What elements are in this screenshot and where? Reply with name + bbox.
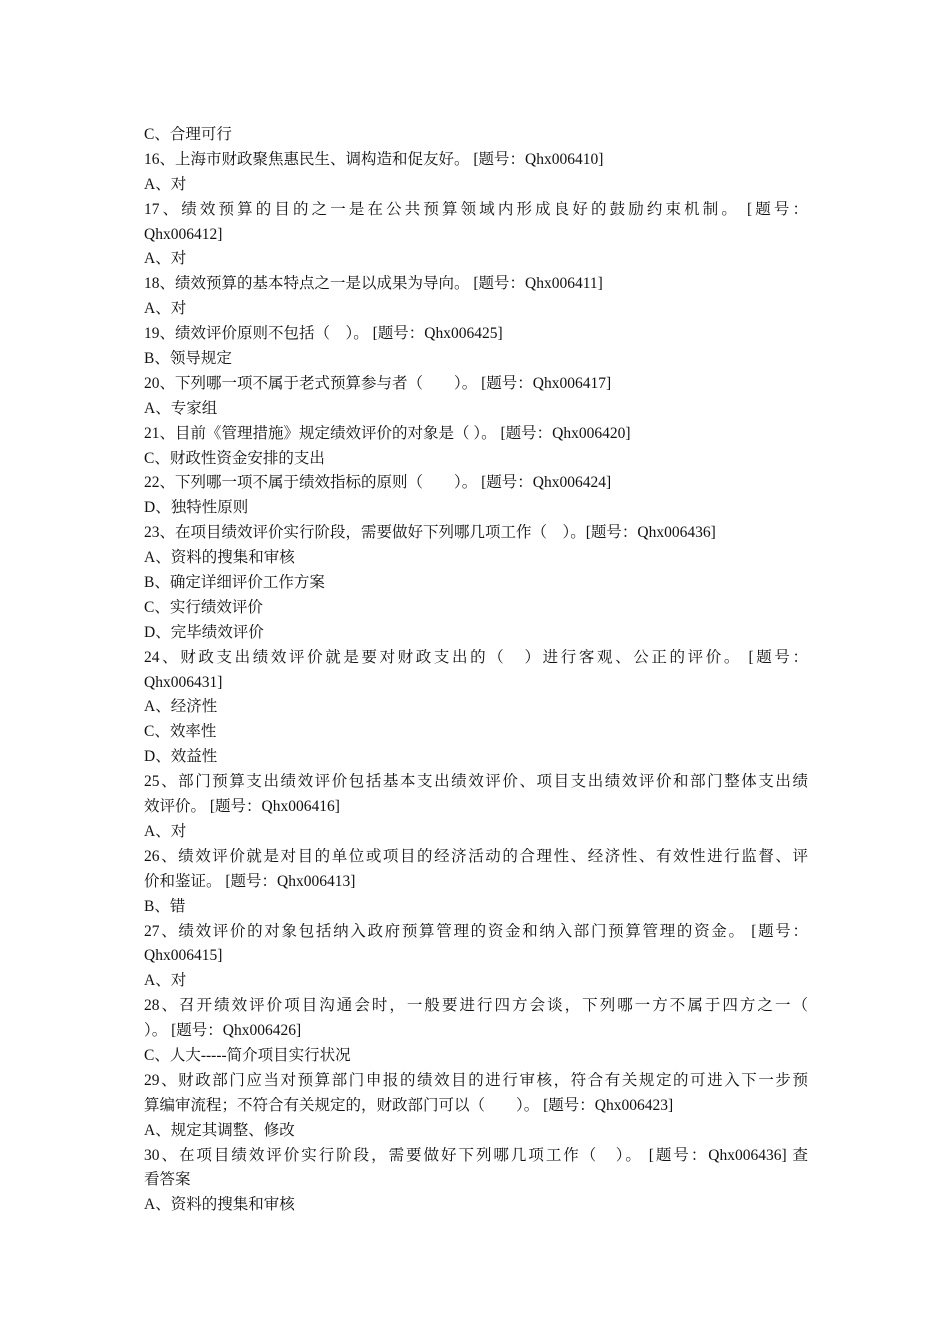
text-line: 算编审流程；不符合有关规定的，财政部门可以（ ）。 [题号：Qhx006423]: [144, 1096, 674, 1114]
text-line: B、领导规定: [144, 350, 232, 368]
question-list: [144, 123, 808, 1218]
text-line: 29、财政部门应当对预算部门申报的绩效目的进行审核，符合有关规定的可进入下一步预: [144, 1071, 808, 1089]
text-line: D、完毕绩效评价: [144, 623, 264, 641]
text-line: 23、在项目绩效评价实行阶段，需要做好下列哪几项工作（ ）。[题号：Qhx006436]: [144, 524, 716, 542]
text-line: 25、部门预算支出绩效评价包括基本支出绩效评价、项目支出绩效评价和部门整体支出绩: [144, 773, 808, 791]
text-line: A、对: [144, 822, 187, 840]
text-line: A、对: [144, 972, 187, 990]
text-line: ）。 [题号：Qhx006426]: [144, 1022, 302, 1040]
text-line: 16、上海市财政聚焦惠民生、调构造和促友好。 [题号：Qhx006410]: [144, 150, 604, 168]
text-line: 17、绩效预算的目的之一是在公共预算领域内形成良好的鼓励约束机制。 [题号：: [144, 200, 808, 218]
document-page: [144, 123, 808, 1218]
text-line: Qhx006412]: [144, 225, 223, 243]
text-line: 18、绩效预算的基本特点之一是以成果为导向。 [题号：Qhx006411]: [144, 275, 603, 293]
text-line: Qhx006431]: [144, 673, 223, 691]
text-line: 看答案: [144, 1171, 191, 1189]
text-line: A、规定其调整、修改: [144, 1121, 295, 1139]
text-line: C、合理可行: [144, 126, 232, 143]
text-line: 效评价。 [题号：Qhx006416]: [144, 798, 340, 816]
text-line: 24、财政支出绩效评价就是要对财政支出的（ ）进行客观、公正的评价。 [题号：: [144, 648, 808, 666]
text-line: D、独特性原则: [144, 499, 249, 517]
text-line: C、财政性资金安排的支出: [144, 449, 325, 467]
text-line: C、实行绩效评价: [144, 598, 263, 616]
text-line: 19、绩效评价原则不包括（ ）。 [题号：Qhx006425]: [144, 325, 503, 343]
text-line: 27、绩效评价的对象包括纳入政府预算管理的资金和纳入部门预算管理的资金。 [题号：: [144, 922, 808, 940]
text-line: 22、下列哪一项不属于绩效指标的原则（ ）。 [题号：Qhx006424]: [144, 474, 612, 492]
text-line: A、资料的搜集和审核: [144, 549, 295, 567]
text-line: A、经济性: [144, 698, 218, 716]
text-line: 21、目前《管理措施》规定绩效评价的对象是（ ）。 [题号：Qhx006420]: [144, 424, 631, 442]
text-line: C、效率性: [144, 723, 217, 741]
text-line: A、对: [144, 300, 187, 318]
text-line: 价和鉴证。 [题号：Qhx006413]: [144, 872, 356, 890]
text-line: 20、下列哪一项不属于老式预算参与者（ ）。 [题号：Qhx006417]: [144, 374, 612, 392]
text-line: 28、召开绩效评价项目沟通会时，一般要进行四方会谈，下列哪一方不属于四方之一（: [144, 997, 808, 1015]
text-line: A、对: [144, 175, 187, 193]
text-line: A、专家组: [144, 399, 218, 417]
text-line: C、人大-----简介项目实行状况: [144, 1046, 351, 1064]
text-line: 26、绩效评价就是对目的单位或项目的经济活动的合理性、经济性、有效性进行监督、评: [144, 847, 808, 865]
text-line: Qhx006415]: [144, 947, 223, 965]
text-line: 30、在项目绩效评价实行阶段，需要做好下列哪几项工作（ ）。 [题号：Qhx006436] 查: [144, 1146, 808, 1164]
text-line: A、资料的搜集和审核: [144, 1196, 295, 1214]
text-line: B、确定详细评价工作方案: [144, 574, 325, 592]
text-line: A、对: [144, 250, 187, 268]
text-line: B、错: [144, 897, 186, 915]
text-line: D、效益性: [144, 748, 218, 766]
